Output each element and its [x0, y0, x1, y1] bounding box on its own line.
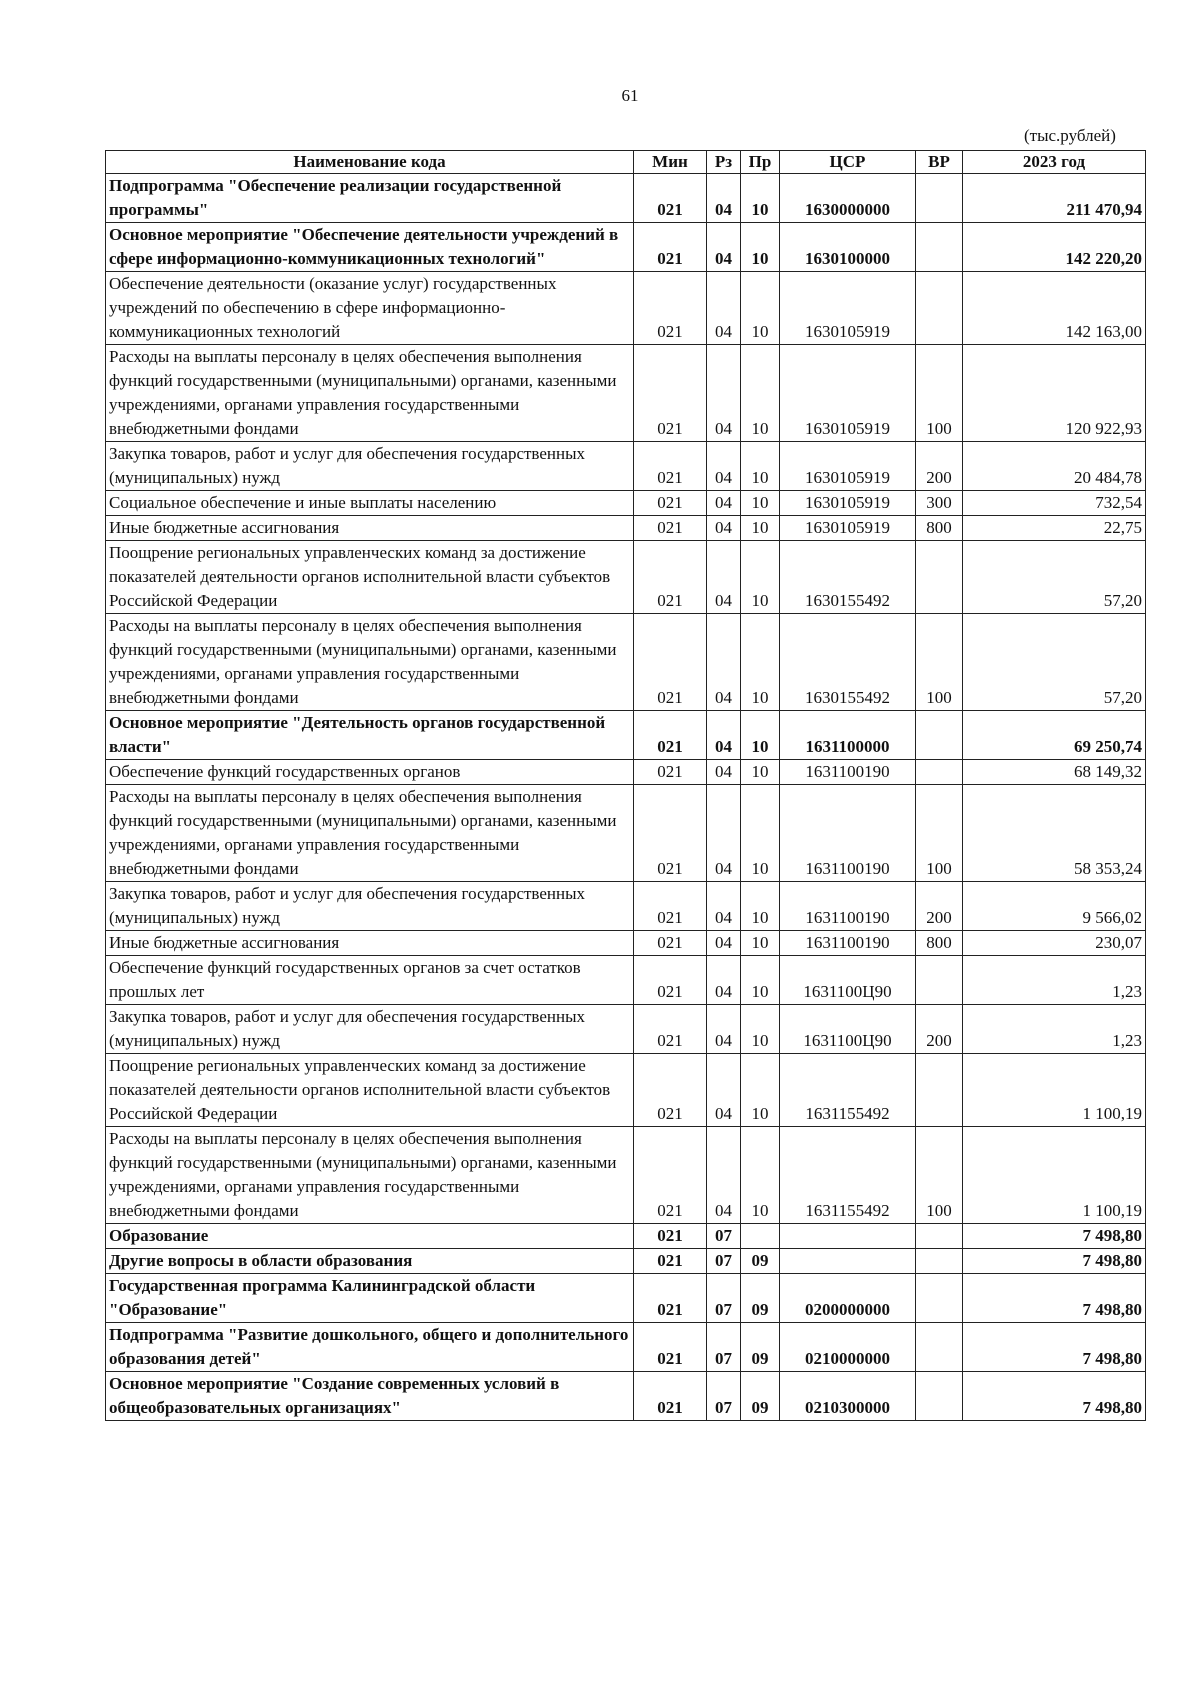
row-name-cell: Основное мероприятие "Обеспечение деятельности учреждений в сфере информационно-коммуникационных технологий" [106, 223, 634, 272]
table-row [106, 1372, 1146, 1421]
table-row [106, 491, 1146, 516]
row-pr-cell: 09 [741, 1323, 780, 1372]
header-pr: Пр [741, 151, 780, 174]
row-min-cell: 021 [634, 345, 707, 442]
row-vr-cell: 800 [916, 931, 963, 956]
row-pr-cell: 10 [741, 223, 780, 272]
table-row [106, 1054, 1146, 1127]
row-amount-cell: 20 484,78 [963, 442, 1146, 491]
table-row [106, 931, 1146, 956]
row-pr-cell: 10 [741, 882, 780, 931]
row-name-cell: Расходы на выплаты персоналу в целях обеспечения выполнения функций государственными (муниципальными) органами, казенными учреждениями, органами управления государственными внебюджетными фондами [106, 785, 634, 882]
row-vr-cell [916, 1372, 963, 1421]
table-row [106, 882, 1146, 931]
row-amount-cell: 7 498,80 [963, 1249, 1146, 1274]
row-csr-cell: 1630105919 [780, 345, 916, 442]
row-name-cell: Государственная программа Калининградской области "Образование" [106, 1274, 634, 1323]
row-vr-cell: 100 [916, 345, 963, 442]
row-vr-cell [916, 760, 963, 785]
row-rz-cell: 04 [707, 785, 741, 882]
table-row [106, 223, 1146, 272]
row-vr-cell [916, 1249, 963, 1274]
row-vr-cell: 200 [916, 882, 963, 931]
row-min-cell: 021 [634, 785, 707, 882]
row-amount-cell: 7 498,80 [963, 1224, 1146, 1249]
row-rz-cell: 07 [707, 1372, 741, 1421]
row-csr-cell: 1630105919 [780, 516, 916, 541]
row-csr-cell: 1631100190 [780, 931, 916, 956]
row-min-cell: 021 [634, 711, 707, 760]
table-row [106, 614, 1146, 711]
row-amount-cell: 230,07 [963, 931, 1146, 956]
table-row [106, 711, 1146, 760]
row-name-cell: Поощрение региональных управленческих команд за достижение показателей деятельности органов исполнительной власти субъектов Российской Федерации [106, 541, 634, 614]
row-name-cell: Образование [106, 1224, 634, 1249]
header-vr: ВР [916, 151, 963, 174]
row-csr-cell: 0210000000 [780, 1323, 916, 1372]
row-name-cell: Поощрение региональных управленческих команд за достижение показателей деятельности органов исполнительной власти субъектов Российской Федерации [106, 1054, 634, 1127]
header-rz: Рз [707, 151, 741, 174]
row-vr-cell: 800 [916, 516, 963, 541]
row-name-cell: Расходы на выплаты персоналу в целях обеспечения выполнения функций государственными (муниципальными) органами, казенными учреждениями, органами управления государственными внебюджетными фондами [106, 614, 634, 711]
row-min-cell: 021 [634, 174, 707, 223]
row-rz-cell: 04 [707, 442, 741, 491]
row-pr-cell [741, 1224, 780, 1249]
row-pr-cell: 09 [741, 1274, 780, 1323]
row-csr-cell: 1631100190 [780, 760, 916, 785]
row-pr-cell: 10 [741, 1127, 780, 1224]
row-vr-cell: 100 [916, 785, 963, 882]
row-pr-cell: 10 [741, 785, 780, 882]
row-amount-cell: 1 100,19 [963, 1054, 1146, 1127]
row-csr-cell: 1631155492 [780, 1127, 916, 1224]
row-name-cell: Обеспечение функций государственных органов [106, 760, 634, 785]
row-amount-cell: 69 250,74 [963, 711, 1146, 760]
row-rz-cell: 04 [707, 345, 741, 442]
row-amount-cell: 1 100,19 [963, 1127, 1146, 1224]
row-name-cell: Подпрограмма "Развитие дошкольного, общего и дополнительного образования детей" [106, 1323, 634, 1372]
row-csr-cell: 1631100Ц90 [780, 1005, 916, 1054]
row-name-cell: Расходы на выплаты персоналу в целях обеспечения выполнения функций государственными (муниципальными) органами, казенными учреждениями, органами управления государственными внебюджетными фондами [106, 345, 634, 442]
row-min-cell: 021 [634, 760, 707, 785]
row-pr-cell: 10 [741, 931, 780, 956]
row-pr-cell: 10 [741, 516, 780, 541]
row-amount-cell: 57,20 [963, 541, 1146, 614]
row-min-cell: 021 [634, 882, 707, 931]
row-rz-cell: 04 [707, 1127, 741, 1224]
row-amount-cell: 9 566,02 [963, 882, 1146, 931]
table-row [106, 174, 1146, 223]
row-min-cell: 021 [634, 1249, 707, 1274]
row-rz-cell: 07 [707, 1323, 741, 1372]
row-rz-cell: 07 [707, 1249, 741, 1274]
row-pr-cell: 09 [741, 1372, 780, 1421]
row-min-cell: 021 [634, 442, 707, 491]
row-min-cell: 021 [634, 541, 707, 614]
table-row [106, 541, 1146, 614]
row-rz-cell: 04 [707, 223, 741, 272]
row-name-cell: Иные бюджетные ассигнования [106, 931, 634, 956]
row-amount-cell: 7 498,80 [963, 1323, 1146, 1372]
row-min-cell: 021 [634, 931, 707, 956]
table-row [106, 1249, 1146, 1274]
row-name-cell: Обеспечение деятельности (оказание услуг) государственных учреждений по обеспечению в сфере информационно-коммуникационных технологий [106, 272, 634, 345]
row-name-cell: Другие вопросы в области образования [106, 1249, 634, 1274]
row-rz-cell: 04 [707, 491, 741, 516]
table-row [106, 1127, 1146, 1224]
row-csr-cell: 1630155492 [780, 541, 916, 614]
row-vr-cell: 100 [916, 614, 963, 711]
row-name-cell: Социальное обеспечение и иные выплаты населению [106, 491, 634, 516]
row-csr-cell: 1631100190 [780, 785, 916, 882]
row-csr-cell [780, 1224, 916, 1249]
table-header-row [106, 151, 1146, 174]
row-csr-cell: 1630105919 [780, 442, 916, 491]
row-amount-cell: 58 353,24 [963, 785, 1146, 882]
row-csr-cell: 1631100000 [780, 711, 916, 760]
table-body [106, 174, 1146, 1421]
row-rz-cell: 04 [707, 1005, 741, 1054]
row-vr-cell [916, 174, 963, 223]
row-vr-cell [916, 272, 963, 345]
row-rz-cell: 04 [707, 956, 741, 1005]
row-vr-cell [916, 541, 963, 614]
table-row [106, 1005, 1146, 1054]
row-min-cell: 021 [634, 1372, 707, 1421]
row-pr-cell: 10 [741, 345, 780, 442]
row-csr-cell: 1630100000 [780, 223, 916, 272]
row-min-cell: 021 [634, 1224, 707, 1249]
row-csr-cell [780, 1249, 916, 1274]
table-row [106, 1323, 1146, 1372]
row-name-cell: Иные бюджетные ассигнования [106, 516, 634, 541]
row-name-cell: Основное мероприятие "Создание современных условий в общеобразовательных организациях" [106, 1372, 634, 1421]
row-vr-cell: 300 [916, 491, 963, 516]
units-label: (тыс.рублей) [1024, 126, 1116, 145]
row-amount-cell: 142 163,00 [963, 272, 1146, 345]
row-csr-cell: 1631100Ц90 [780, 956, 916, 1005]
row-rz-cell: 04 [707, 272, 741, 345]
row-name-cell: Расходы на выплаты персоналу в целях обеспечения выполнения функций государственными (муниципальными) органами, казенными учреждениями, органами управления государственными внебюджетными фондами [106, 1127, 634, 1224]
header-min: Мин [634, 151, 707, 174]
row-name-cell: Подпрограмма "Обеспечение реализации государственной программы" [106, 174, 634, 223]
row-min-cell: 021 [634, 491, 707, 516]
row-min-cell: 021 [634, 1054, 707, 1127]
row-vr-cell: 200 [916, 1005, 963, 1054]
page-number: 61 [621, 86, 639, 105]
row-pr-cell: 10 [741, 711, 780, 760]
row-vr-cell [916, 1054, 963, 1127]
row-pr-cell: 10 [741, 272, 780, 345]
row-rz-cell: 07 [707, 1224, 741, 1249]
row-amount-cell: 732,54 [963, 491, 1146, 516]
row-name-cell: Закупка товаров, работ и услуг для обеспечения государственных (муниципальных) нужд [106, 1005, 634, 1054]
table-row [106, 442, 1146, 491]
header-name: Наименование кода [106, 151, 634, 174]
row-csr-cell: 1631155492 [780, 1054, 916, 1127]
row-rz-cell: 04 [707, 1054, 741, 1127]
row-vr-cell: 200 [916, 442, 963, 491]
row-pr-cell: 10 [741, 174, 780, 223]
table-row [106, 956, 1146, 1005]
row-vr-cell [916, 711, 963, 760]
row-min-cell: 021 [634, 516, 707, 541]
row-rz-cell: 04 [707, 760, 741, 785]
row-csr-cell: 1630000000 [780, 174, 916, 223]
row-min-cell: 021 [634, 1323, 707, 1372]
row-amount-cell: 68 149,32 [963, 760, 1146, 785]
table-row [106, 1274, 1146, 1323]
row-pr-cell: 10 [741, 1054, 780, 1127]
row-amount-cell: 7 498,80 [963, 1372, 1146, 1421]
row-amount-cell: 1,23 [963, 1005, 1146, 1054]
row-pr-cell: 10 [741, 1005, 780, 1054]
table-row [106, 272, 1146, 345]
row-pr-cell: 10 [741, 614, 780, 711]
table-row [106, 760, 1146, 785]
row-pr-cell: 10 [741, 442, 780, 491]
row-name-cell: Закупка товаров, работ и услуг для обеспечения государственных (муниципальных) нужд [106, 442, 634, 491]
row-rz-cell: 04 [707, 516, 741, 541]
row-min-cell: 021 [634, 1274, 707, 1323]
row-name-cell: Основное мероприятие "Деятельность органов государственной власти" [106, 711, 634, 760]
row-amount-cell: 7 498,80 [963, 1274, 1146, 1323]
row-amount-cell: 22,75 [963, 516, 1146, 541]
row-rz-cell: 04 [707, 711, 741, 760]
table-row [106, 345, 1146, 442]
row-min-cell: 021 [634, 272, 707, 345]
row-amount-cell: 57,20 [963, 614, 1146, 711]
row-rz-cell: 04 [707, 882, 741, 931]
row-rz-cell: 04 [707, 614, 741, 711]
row-name-cell: Обеспечение функций государственных органов за счет остатков прошлых лет [106, 956, 634, 1005]
row-amount-cell: 1,23 [963, 956, 1146, 1005]
row-pr-cell: 10 [741, 760, 780, 785]
row-pr-cell: 10 [741, 956, 780, 1005]
row-csr-cell: 1631100190 [780, 882, 916, 931]
row-pr-cell: 10 [741, 541, 780, 614]
row-csr-cell: 1630105919 [780, 272, 916, 345]
table-row [106, 785, 1146, 882]
row-min-cell: 021 [634, 1005, 707, 1054]
budget-table [105, 150, 1146, 1421]
row-vr-cell [916, 1224, 963, 1249]
row-csr-cell: 0210300000 [780, 1372, 916, 1421]
row-rz-cell: 04 [707, 174, 741, 223]
row-vr-cell [916, 1274, 963, 1323]
row-rz-cell: 04 [707, 541, 741, 614]
table-row [106, 516, 1146, 541]
row-vr-cell [916, 223, 963, 272]
row-amount-cell: 120 922,93 [963, 345, 1146, 442]
row-vr-cell [916, 1323, 963, 1372]
row-rz-cell: 07 [707, 1274, 741, 1323]
row-amount-cell: 211 470,94 [963, 174, 1146, 223]
header-csr: ЦСР [780, 151, 916, 174]
row-csr-cell: 1630105919 [780, 491, 916, 516]
row-rz-cell: 04 [707, 931, 741, 956]
row-name-cell: Закупка товаров, работ и услуг для обеспечения государственных (муниципальных) нужд [106, 882, 634, 931]
row-min-cell: 021 [634, 614, 707, 711]
header-amount: 2023 год [963, 151, 1146, 174]
row-vr-cell [916, 956, 963, 1005]
row-vr-cell: 100 [916, 1127, 963, 1224]
row-min-cell: 021 [634, 956, 707, 1005]
row-amount-cell: 142 220,20 [963, 223, 1146, 272]
table-row [106, 1224, 1146, 1249]
row-min-cell: 021 [634, 1127, 707, 1224]
row-pr-cell: 10 [741, 491, 780, 516]
row-min-cell: 021 [634, 223, 707, 272]
row-csr-cell: 1630155492 [780, 614, 916, 711]
row-csr-cell: 0200000000 [780, 1274, 916, 1323]
row-pr-cell: 09 [741, 1249, 780, 1274]
